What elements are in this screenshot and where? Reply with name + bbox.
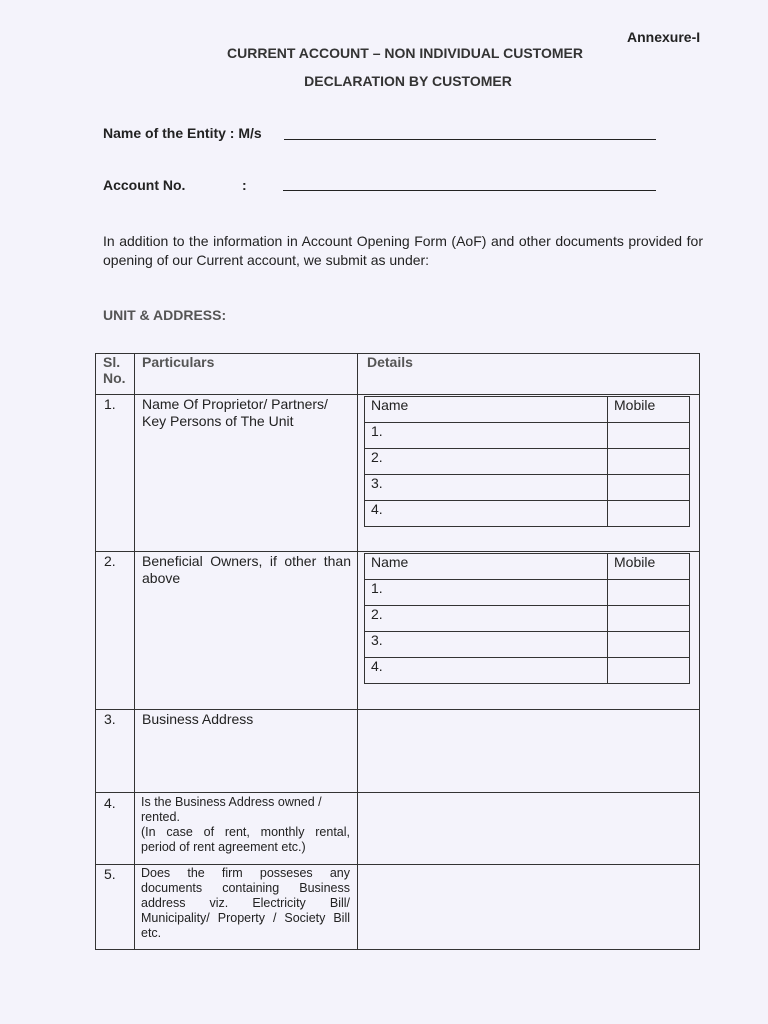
- row-2-particulars: Beneficial Owners, if other than above: [142, 553, 351, 586]
- subtable-name-cell[interactable]: 3.: [365, 475, 608, 501]
- subtable-row: [365, 606, 690, 632]
- row-5-details-cell[interactable]: [358, 865, 697, 947]
- form-title: CURRENT ACCOUNT – NON INDIVIDUAL CUSTOMER: [227, 45, 583, 61]
- section-title: UNIT & ADDRESS:: [103, 307, 227, 323]
- header-sl: Sl.: [103, 354, 121, 370]
- row-4-details-cell[interactable]: [358, 793, 697, 863]
- row-2-details-subtable: [364, 553, 690, 684]
- subtable-header-row: [365, 554, 690, 580]
- sl-column-divider: [134, 353, 135, 949]
- subtable-row: [365, 580, 690, 606]
- subtable-mobile-cell[interactable]: [608, 606, 690, 632]
- header-no: No.: [103, 370, 126, 386]
- row-divider: [95, 551, 699, 552]
- form-subtitle: DECLARATION BY CUSTOMER: [304, 73, 512, 89]
- subtable-name-header: Name: [365, 397, 608, 423]
- row-4-particulars: Is the Business Address owned / rented.: [141, 795, 322, 824]
- subtable-name-cell[interactable]: 3.: [365, 632, 608, 658]
- header-particulars: Particulars: [142, 354, 215, 370]
- subtable-name-cell[interactable]: 1.: [365, 423, 608, 449]
- subtable-mobile-cell[interactable]: [608, 475, 690, 501]
- subtable-row: [365, 658, 690, 684]
- subtable-mobile-cell[interactable]: [608, 632, 690, 658]
- row-4-particulars-note: (In case of rent, monthly rental, period of rent agreement etc.): [141, 825, 350, 854]
- row-3-particulars: Business Address: [142, 711, 254, 727]
- subtable-name-cell[interactable]: 4.: [365, 501, 608, 527]
- subtable-row: [365, 449, 690, 475]
- row-1-number: 1.: [104, 396, 116, 412]
- subtable-header-row: [365, 397, 690, 423]
- row-3-number: 3.: [104, 711, 116, 727]
- subtable-row: [365, 423, 690, 449]
- subtable-mobile-cell[interactable]: [608, 658, 690, 684]
- subtable-mobile-cell[interactable]: [608, 423, 690, 449]
- annexure-label: Annexure-I: [627, 29, 701, 45]
- subtable-row: [365, 632, 690, 658]
- subtable-name-cell[interactable]: 2.: [365, 449, 608, 475]
- subtable-name-cell[interactable]: 4.: [365, 658, 608, 684]
- header-details: Details: [367, 354, 413, 370]
- subtable-mobile-cell[interactable]: [608, 449, 690, 475]
- row-1-details-subtable: [364, 396, 690, 527]
- subtable-name-header: Name: [365, 554, 608, 580]
- subtable-mobile-cell[interactable]: [608, 501, 690, 527]
- subtable-row: [365, 501, 690, 527]
- row-3-details-cell[interactable]: [358, 710, 697, 791]
- account-no-field[interactable]: [283, 190, 656, 191]
- row-1-particulars: Name Of Proprietor/ Partners/ Key Persons of The Unit: [142, 396, 328, 429]
- row-5-number: 5.: [104, 866, 116, 882]
- row-5-particulars: Does the firm posseses any documents containing Business address viz. Electricity Bill/ Municipality/ Property / Society Bill etc.: [141, 866, 350, 940]
- account-no-colon: :: [242, 177, 247, 193]
- subtable-mobile-header: Mobile: [608, 397, 690, 423]
- subtable-row: [365, 475, 690, 501]
- subtable-mobile-cell[interactable]: [608, 580, 690, 606]
- subtable-name-cell[interactable]: 2.: [365, 606, 608, 632]
- row-divider: [95, 394, 699, 395]
- entity-name-label: Name of the Entity : M/s: [103, 125, 262, 141]
- row-4-number: 4.: [104, 795, 116, 811]
- account-no-label: Account No.: [103, 177, 186, 193]
- row-2-number: 2.: [104, 553, 116, 569]
- subtable-mobile-header: Mobile: [608, 554, 690, 580]
- entity-name-field[interactable]: [284, 139, 656, 140]
- intro-paragraph: In addition to the information in Account Opening Form (AoF) and other documents provided for opening of our Current account, we submit as under:: [103, 233, 703, 268]
- subtable-name-cell[interactable]: 1.: [365, 580, 608, 606]
